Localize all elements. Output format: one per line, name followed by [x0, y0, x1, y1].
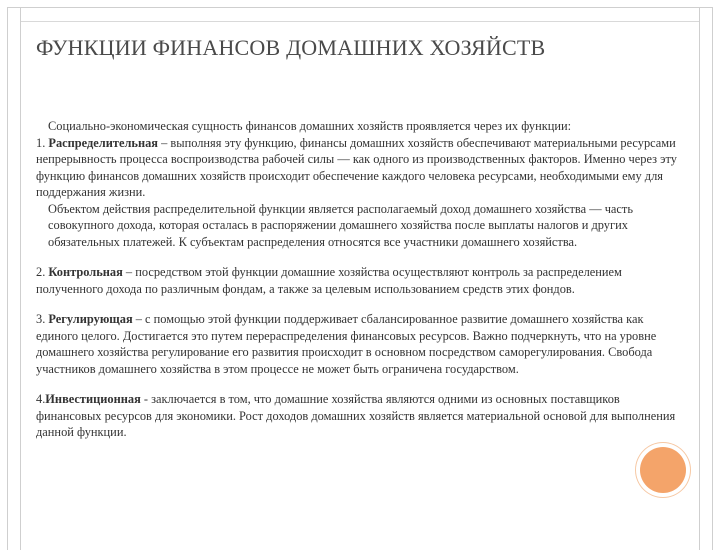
section-text: – выполняя эту функцию, финансы домашних хозяйств обеспечивают материальными ресурсами непрерывность процесса воспроизводства рабочей силы — как одного из производственных факторов. Именно через эту функцию финансов домашних хозяйств происходит обеспечение каждого человека ресурсами, необходимыми ему для поддержания жизни.: [36, 135, 677, 199]
section-heading: Распределительная: [48, 135, 159, 150]
slide-title: ФУНКЦИИ ФИНАНСОВ ДОМАШНИХ ХОЗЯЙСТВ: [36, 35, 546, 60]
section-number: 3.: [36, 312, 49, 326]
section-distributive-extra: Объектом действия распределительной функции является располагаемый доход домашнего хозяйства — часть совокупного дохода, которая осталась в распоряжении домашнего хозяйства после выплаты налогов и других обязательных платежей. К субъектам распределения относятся все участники домашнего хозяйства.: [48, 201, 634, 249]
decorative-orange-circle: [640, 447, 686, 493]
section-heading: Контрольная: [48, 265, 123, 279]
section-text: - заключается в том, что домашние хозяйства являются одними из основных поставщиков финансовых ресурсов для экономики. Рост доходов домашних хозяйств является материальной основой для выполнения данной функции.: [36, 392, 676, 439]
section-heading: Инвестиционная: [45, 392, 141, 406]
frame-left-border: [7, 7, 21, 550]
section-control: [36, 264, 680, 297]
section-investment: [36, 391, 680, 441]
section-number: 1.: [36, 135, 49, 150]
section-number: 2.: [36, 265, 49, 279]
intro-paragraph: Социально-экономическая сущность финансов домашних хозяйств проявляется через их функции:: [48, 119, 572, 133]
slide-body: [36, 118, 680, 441]
section-number: 4.: [36, 392, 46, 406]
section-regulating: [36, 311, 680, 377]
section-text: – посредством этой функции домашние хозяйства осуществляют контроль за распределением полученного дохода по различным фондам, а также за целевым использованием средств этих фондов.: [36, 265, 622, 296]
frame-right-border: [699, 7, 713, 550]
section-heading: Регулирующая: [48, 312, 133, 326]
section-text: – с помощью этой функции поддерживает сбалансированное развитие домашнего хозяйства как единого целого. Достигается это путем перераспределения финансовых ресурсов. Важно подчеркнуть, что на уровне домашнего хозяйства регулирование его развития происходит в основном посредством саморегулирования. Свобода участников домашнего хозяйства в этом процессе не может быть ограничена государством.: [36, 312, 657, 376]
frame-inner-line: [21, 21, 699, 22]
section-distributive: [36, 135, 680, 201]
frame-top-border: [21, 7, 713, 22]
